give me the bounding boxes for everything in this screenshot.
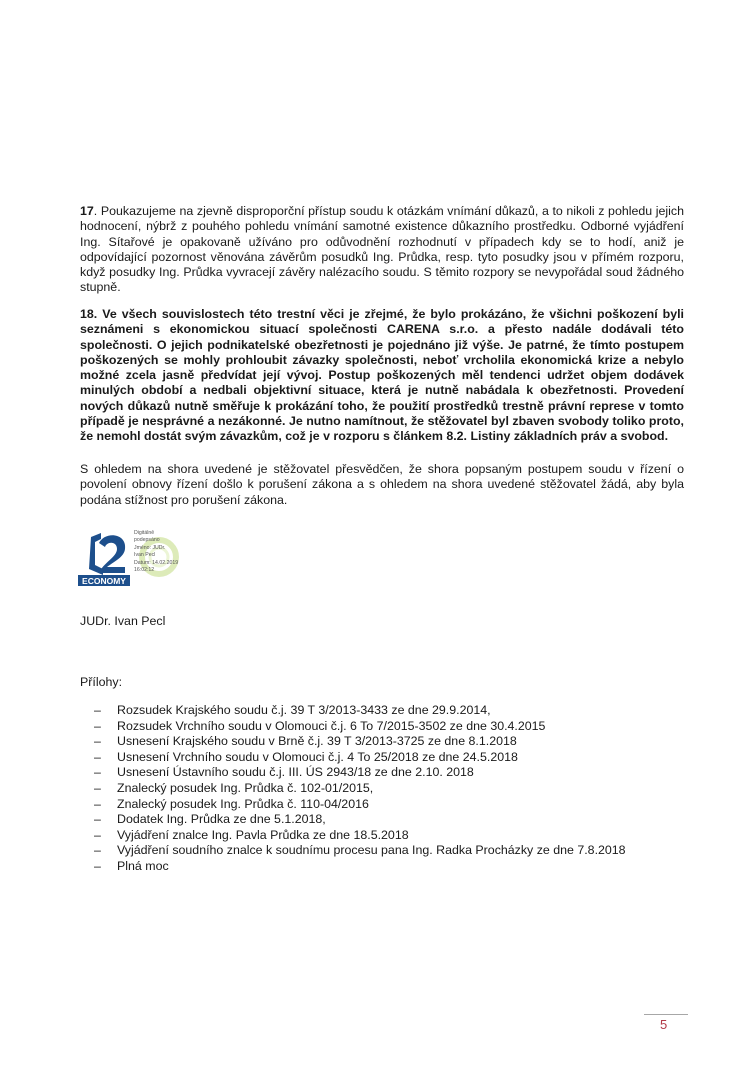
attachment-item bbox=[80, 828, 680, 844]
attachment-text: Usnesení Ústavního soudu č.j. III. ÚS 2943/18 ze dne 2.10. 2018 bbox=[117, 765, 474, 780]
dash-bullet: – bbox=[94, 780, 101, 795]
attachment-text: Vyjádření soudního znalce k soudnímu procesu pana Ing. Radka Procházky ze dne 7.8.2018 bbox=[117, 843, 626, 858]
attachment-item bbox=[80, 750, 680, 766]
economy-logo-icon bbox=[77, 529, 131, 587]
sig-line: Jméno: JUDr. bbox=[134, 544, 166, 551]
attachment-text: Plná moc bbox=[117, 858, 169, 873]
paragraph-17-number: 17 bbox=[80, 204, 94, 218]
dash-bullet: – bbox=[94, 858, 101, 873]
attachment-item bbox=[80, 859, 680, 875]
paragraph-18: 18. Ve všech souvislostech této trestní věci je zřejmé, že bylo prokázáno, že všichni poškození byli seznámeni s ekonomickou situací společnosti CARENA s.r.o. a přesto nadále dodávali této společnosti. O jejich podnikatelské obezřetnosti je pojednáno již výše. Je patrné, že tímto postupem poškozených se mohly prohloubit závazky společnosti, neboť vrcholila ekonomická krize a nebylo možné zcela jasně předvídat její vývoj. Postup poškozených měl tendenci udržet objem dodávek minulých období a nedbali objektivní situace, která je nutně nabádala k obezřetnosti. Provedení nových důkazů nutně směřuje k prokázání toho, že použití prostředků trestně právní represe v tomto případě je nesprávné a nezákonné. Je nutno namítnout, že stěžovatel byl zbaven svobody toliko proto, že nemohl dostát svým závazkům, což je v rozporu s článkem 8.2. Listiny základních práv a svobod. bbox=[80, 307, 684, 444]
attachment-text: Vyjádření znalce Ing. Pavla Průdka ze dne 18.5.2018 bbox=[117, 827, 409, 842]
digital-signature-stamp bbox=[77, 529, 187, 589]
attachment-text: Usnesení Krajského soudu v Brně č.j. 39 T 3/2013-3725 ze dne 8.1.2018 bbox=[117, 734, 517, 749]
digital-signature-text bbox=[134, 530, 178, 574]
attachment-item bbox=[80, 719, 680, 735]
dash-bullet: – bbox=[94, 749, 101, 764]
paragraph-17 bbox=[80, 204, 684, 296]
attachment-text: Dodatek Ing. Průdka ze dne 5.1.2018, bbox=[117, 812, 326, 827]
attachments-label: Přílohy: bbox=[80, 675, 123, 689]
dash-bullet: – bbox=[94, 765, 101, 780]
attachment-item bbox=[80, 734, 680, 750]
attachment-item bbox=[80, 765, 680, 781]
logo-text: ECONOMY bbox=[82, 576, 126, 586]
signer-name: JUDr. Ivan Pecl bbox=[80, 614, 166, 628]
conclusion-paragraph: S ohledem na shora uvedené je stěžovatel přesvědčen, že shora popsaným postupem soudu v řízení o povolení obnovy řízení došlo k porušení zákona a s ohledem na shora uvedené stěžovatel žádá, aby byla podána stížnost pro porušení zákona. bbox=[80, 462, 684, 507]
dash-bullet: – bbox=[94, 718, 101, 733]
attachment-item bbox=[80, 781, 680, 797]
attachments-list bbox=[80, 703, 680, 875]
attachment-item bbox=[80, 843, 680, 859]
attachment-text: Rozsudek Krajského soudu č.j. 39 T 3/2013-3433 ze dne 29.9.2014, bbox=[117, 703, 491, 717]
footer-divider bbox=[644, 1014, 688, 1015]
dash-bullet: – bbox=[94, 796, 101, 811]
page-number: 5 bbox=[660, 1017, 668, 1032]
sig-line: Digitálně bbox=[134, 530, 155, 536]
sig-line: 16:02:12 bbox=[134, 567, 155, 574]
attachment-text: Rozsudek Vrchního soudu v Olomouci č.j. 6 To 7/2015-3502 ze dne 30.4.2015 bbox=[117, 718, 546, 733]
paragraph-17-text: . Poukazujeme na zjevně disproporční přístup soudu k otázkám vnímání důkazů, a to nikoli z pohledu jejich hodnocení, nýbrž z pouhého pohledu vnímání samotné existence důkazního prostředku. Odborné vyjádření Ing. Sítařové je opakovaně užíváno pro odůvodnění rozhodnutí v případech kdy se to hodí, aniž je odpovídající pozornost věnována závěrům posudků Ing. Průdka, resp. tyto posudky jsou v přímém rozporu, když posudky Ing. Průdka vyvracejí závěry nalézacího soudu. S těmito rozpory se nevypořádal soud žádného stupně. bbox=[80, 204, 684, 295]
attachment-text: Znalecký posudek Ing. Průdka č. 110-04/2016 bbox=[117, 796, 369, 811]
sig-line: Datum: 14.02.2019 bbox=[134, 559, 179, 566]
dash-bullet: – bbox=[94, 843, 101, 858]
dash-bullet: – bbox=[94, 734, 101, 749]
attachment-item bbox=[80, 812, 680, 828]
attachment-text: Znalecký posudek Ing. Průdka č. 102-01/2015, bbox=[117, 780, 374, 795]
sig-line: podepsáno bbox=[134, 537, 160, 544]
dash-bullet: – bbox=[94, 827, 101, 842]
attachment-item bbox=[80, 797, 680, 813]
attachment-text: Usnesení Vrchního soudu v Olomouci č.j. 4 To 25/2018 ze dne 24.5.2018 bbox=[117, 749, 518, 764]
dash-bullet: – bbox=[94, 812, 101, 827]
attachment-item bbox=[80, 703, 680, 719]
sig-line: Ivan Pecl bbox=[134, 552, 156, 559]
dash-bullet: – bbox=[94, 703, 101, 717]
